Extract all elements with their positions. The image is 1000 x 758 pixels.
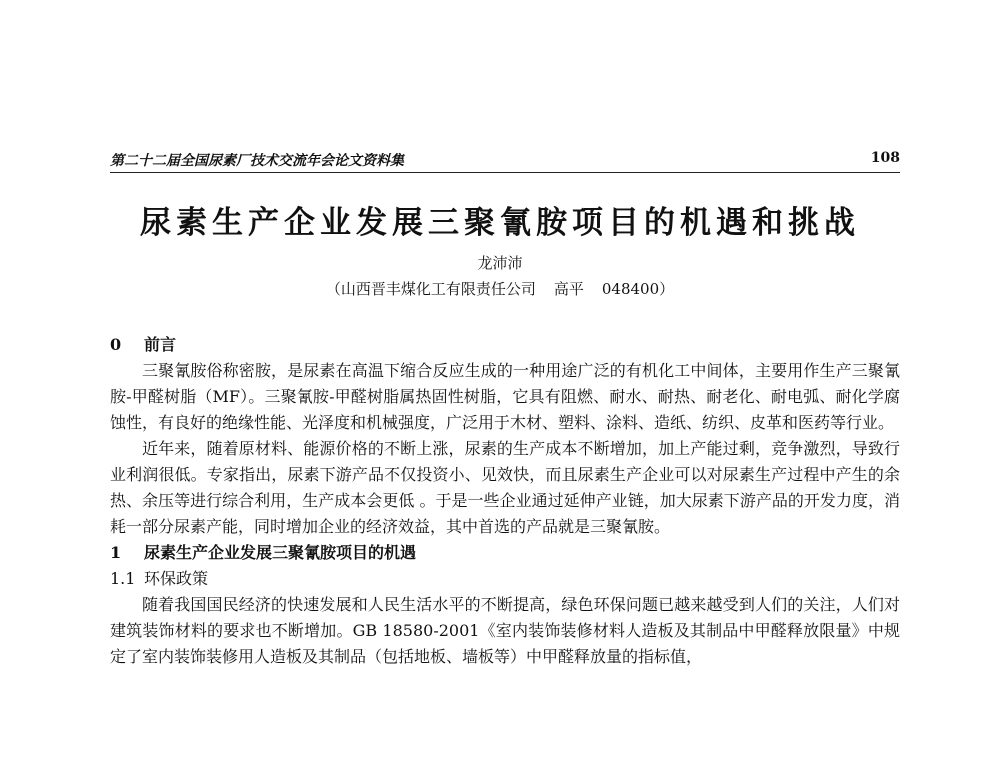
subsection-heading-1-1: 1.1 环保政策	[110, 569, 209, 588]
header-rule	[110, 172, 900, 173]
section-heading-0: 0 前言	[110, 335, 177, 354]
body-text	[110, 332, 900, 670]
journal-name: 第二十二届全国尿素厂技术交流年会论文资料集	[110, 153, 404, 169]
paper-title: 尿素生产企业发展三聚氰胺项目的机遇和挑战	[140, 205, 860, 241]
paragraph: 三聚氰胺俗称密胺，是尿素在高温下缩合反应生成的一种用途广泛的有机化工中间体，主要用作生产三聚氰胺-甲醛树脂（MF）。三聚氰胺-甲醛树脂属热固性树脂，它具有阻燃、耐水、耐热、耐老化、耐电弧、耐化学腐蚀性，有良好的绝缘性能、光泽度和机械强度，广泛用于木材、塑料、涂料、造纸、纺织、皮革和医药等行业。	[110, 361, 900, 432]
section-heading-1: 1 尿素生产企业发展三聚氰胺项目的机遇	[110, 543, 417, 562]
affiliation-place: 高平	[553, 280, 584, 298]
affiliation-postcode: 048400）	[601, 280, 675, 298]
page-number: 108	[870, 150, 900, 166]
paragraph: 随着我国国民经济的快速发展和人民生活水平的不断提高，绿色环保问题已越来越受到人们的关注，人们对建筑装饰材料的要求也不断增加。GB 18580-2001《室内装饰装修材料人造板及其制品中甲醛释放限量》中规定了室内装饰装修用人造板及其制品（包括地板、墙板等）中甲醛释放量的指标值，	[110, 595, 900, 666]
author: 龙沛沛	[477, 254, 523, 272]
paragraph: 近年来，随着原材料、能源价格的不断上涨，尿素的生产成本不断增加，加上产能过剩，竞争激烈，导致行业利润很低。专家指出，尿素下游产品不仅投资小、见效快，而且尿素生产企业可以对尿素生产过程中产生的余热、余压等进行综合利用，生产成本会更低 。于是一些企业通过延伸产业链，加大尿素下游产品的开发力度，消耗一部分尿素产能，同时增加企业的经济效益，其中首选的产品就是三聚氰胺。	[110, 439, 900, 536]
running-header	[110, 150, 900, 170]
affiliation-org: （山西晋丰煤化工有限责任公司	[325, 280, 536, 298]
affiliation	[0, 278, 1000, 299]
